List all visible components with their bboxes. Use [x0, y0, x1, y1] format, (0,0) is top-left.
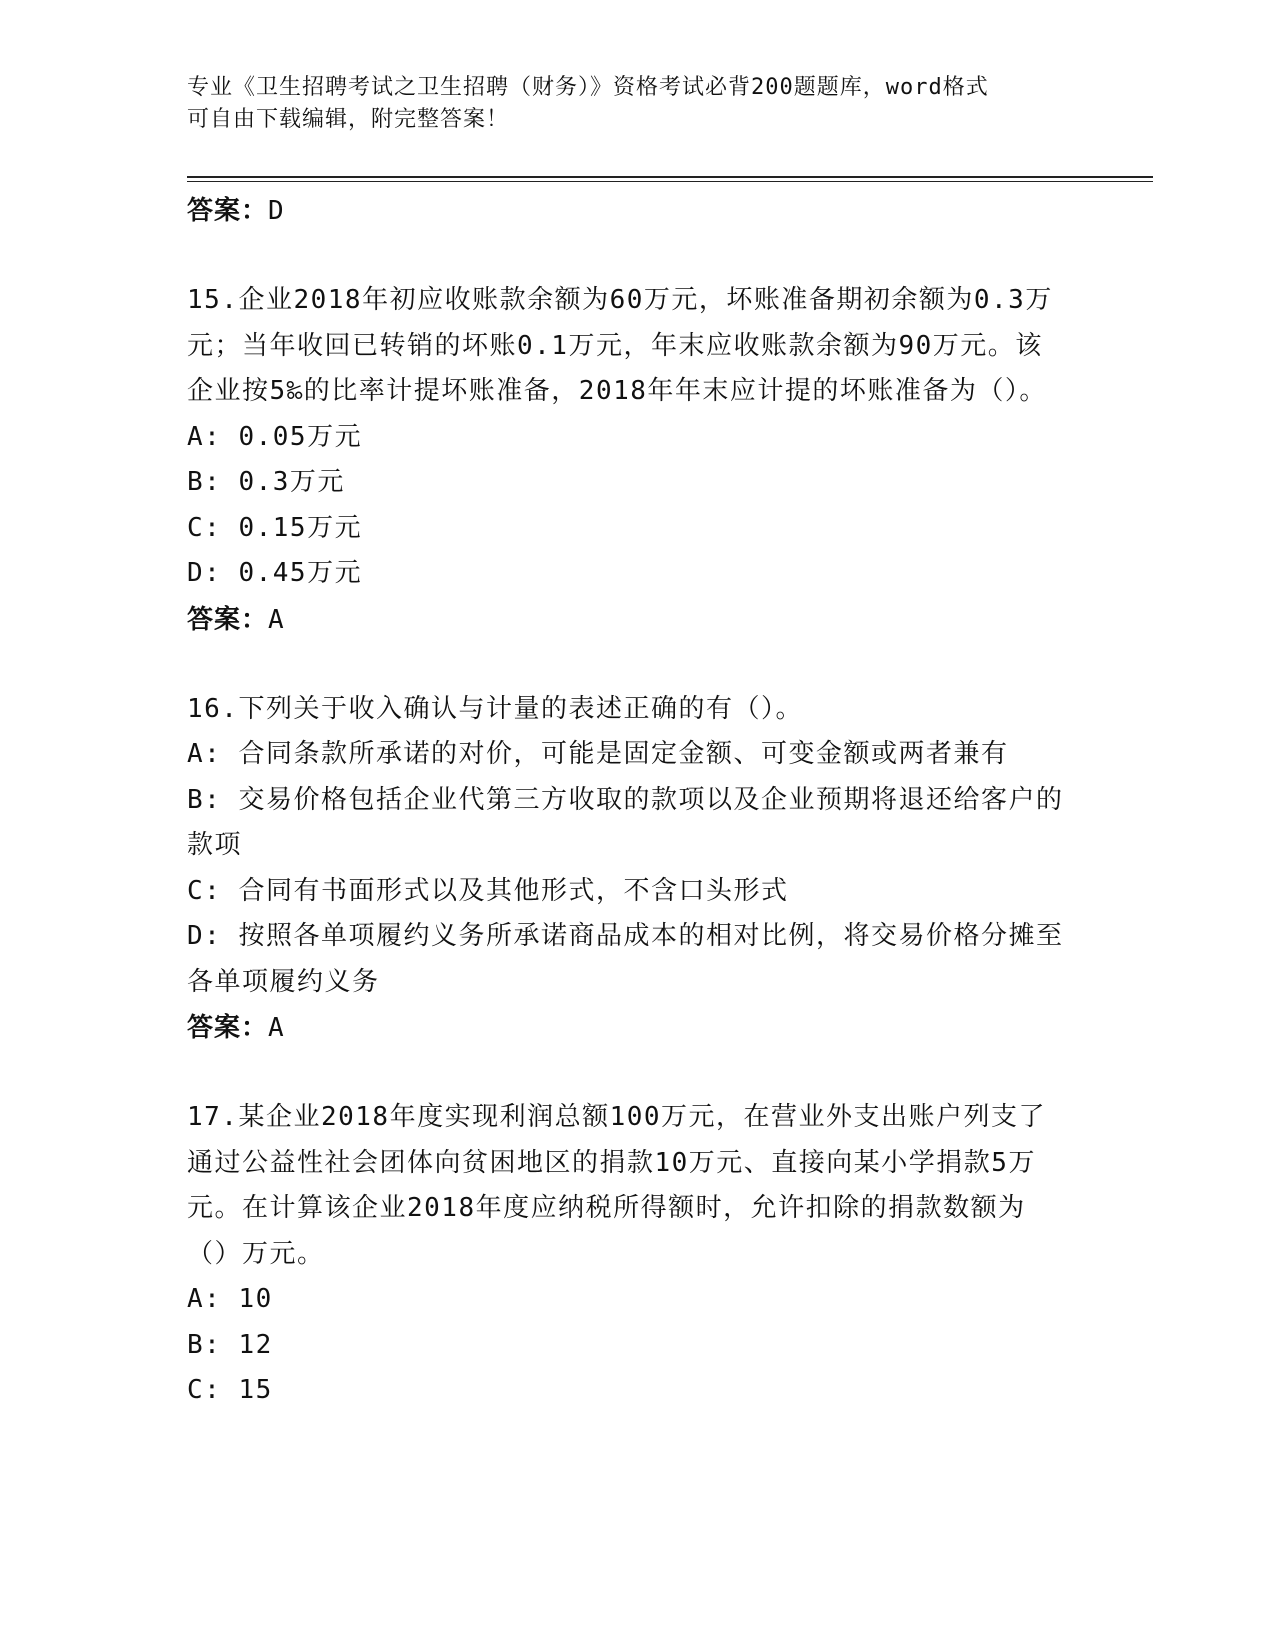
answer-value: A — [268, 1013, 285, 1043]
document-body — [187, 188, 1067, 1414]
question-text: 17.某企业2018年度实现利润总额100万元，在营业外支出账户列支了通过公益性社会团体向贫困地区的捐款10万元、直接向某小学捐款5万元。在计算该企业2018年度应纳税所得额时，允许扣除的捐款数额为（）万元。 — [187, 1102, 1047, 1269]
answer-line — [187, 597, 1067, 643]
answer-label: 答案： — [187, 196, 269, 226]
answer-value: D — [268, 196, 285, 226]
header-divider — [187, 176, 1153, 178]
question-block — [187, 1095, 1067, 1414]
answer-value: A — [268, 604, 285, 635]
page-header: 专业《卫生招聘考试之卫生招聘（财务）》资格考试必背200题题库，word格式 可自由下载编辑，附完整答案！ — [187, 75, 989, 132]
answer-label: 答案： — [187, 1013, 269, 1043]
option-c: C: 0.15万元 — [187, 512, 363, 543]
option-b: B: 0.3万元 — [187, 467, 345, 497]
option-a: A: 0.05万元 — [187, 421, 363, 452]
question-text: 15.企业2018年初应收账款余额为60万元，坏账准备期初余额为0.3万元；当年收回已转销的坏账0.1万元，年末应收账款余额为90万元。该企业按5‰的比率计提坏账准备，2018年年末应计提的坏账准备为（）。 — [187, 285, 1053, 406]
option-b: B: 交易价格包括企业代第三方收取的款项以及企业预期将退还给客户的款项 — [187, 784, 1064, 860]
option-b: B: 12 — [187, 1329, 273, 1360]
question-block — [187, 687, 1067, 1052]
option-c: C: 15 — [187, 1375, 273, 1405]
option-a: A: 10 — [187, 1284, 273, 1314]
header-divider-thin — [187, 181, 1153, 182]
question-block — [187, 278, 1067, 643]
question-text: 16.下列关于收入确认与计量的表述正确的有（）。 — [187, 693, 803, 724]
answer-line — [187, 188, 1067, 234]
option-d: D: 0.45万元 — [187, 558, 363, 588]
option-c: C: 合同有书面形式以及其他形式，不含口头形式 — [187, 875, 789, 906]
answer-line — [187, 1005, 1067, 1051]
option-a: A: 合同条款所承诺的对价，可能是固定金额、可变金额或两者兼有 — [187, 739, 1009, 769]
option-d: D: 按照各单项履约义务所承诺商品成本的相对比例，将交易价格分摊至各单项履约义务 — [187, 921, 1064, 997]
answer-label: 答案： — [187, 604, 269, 635]
